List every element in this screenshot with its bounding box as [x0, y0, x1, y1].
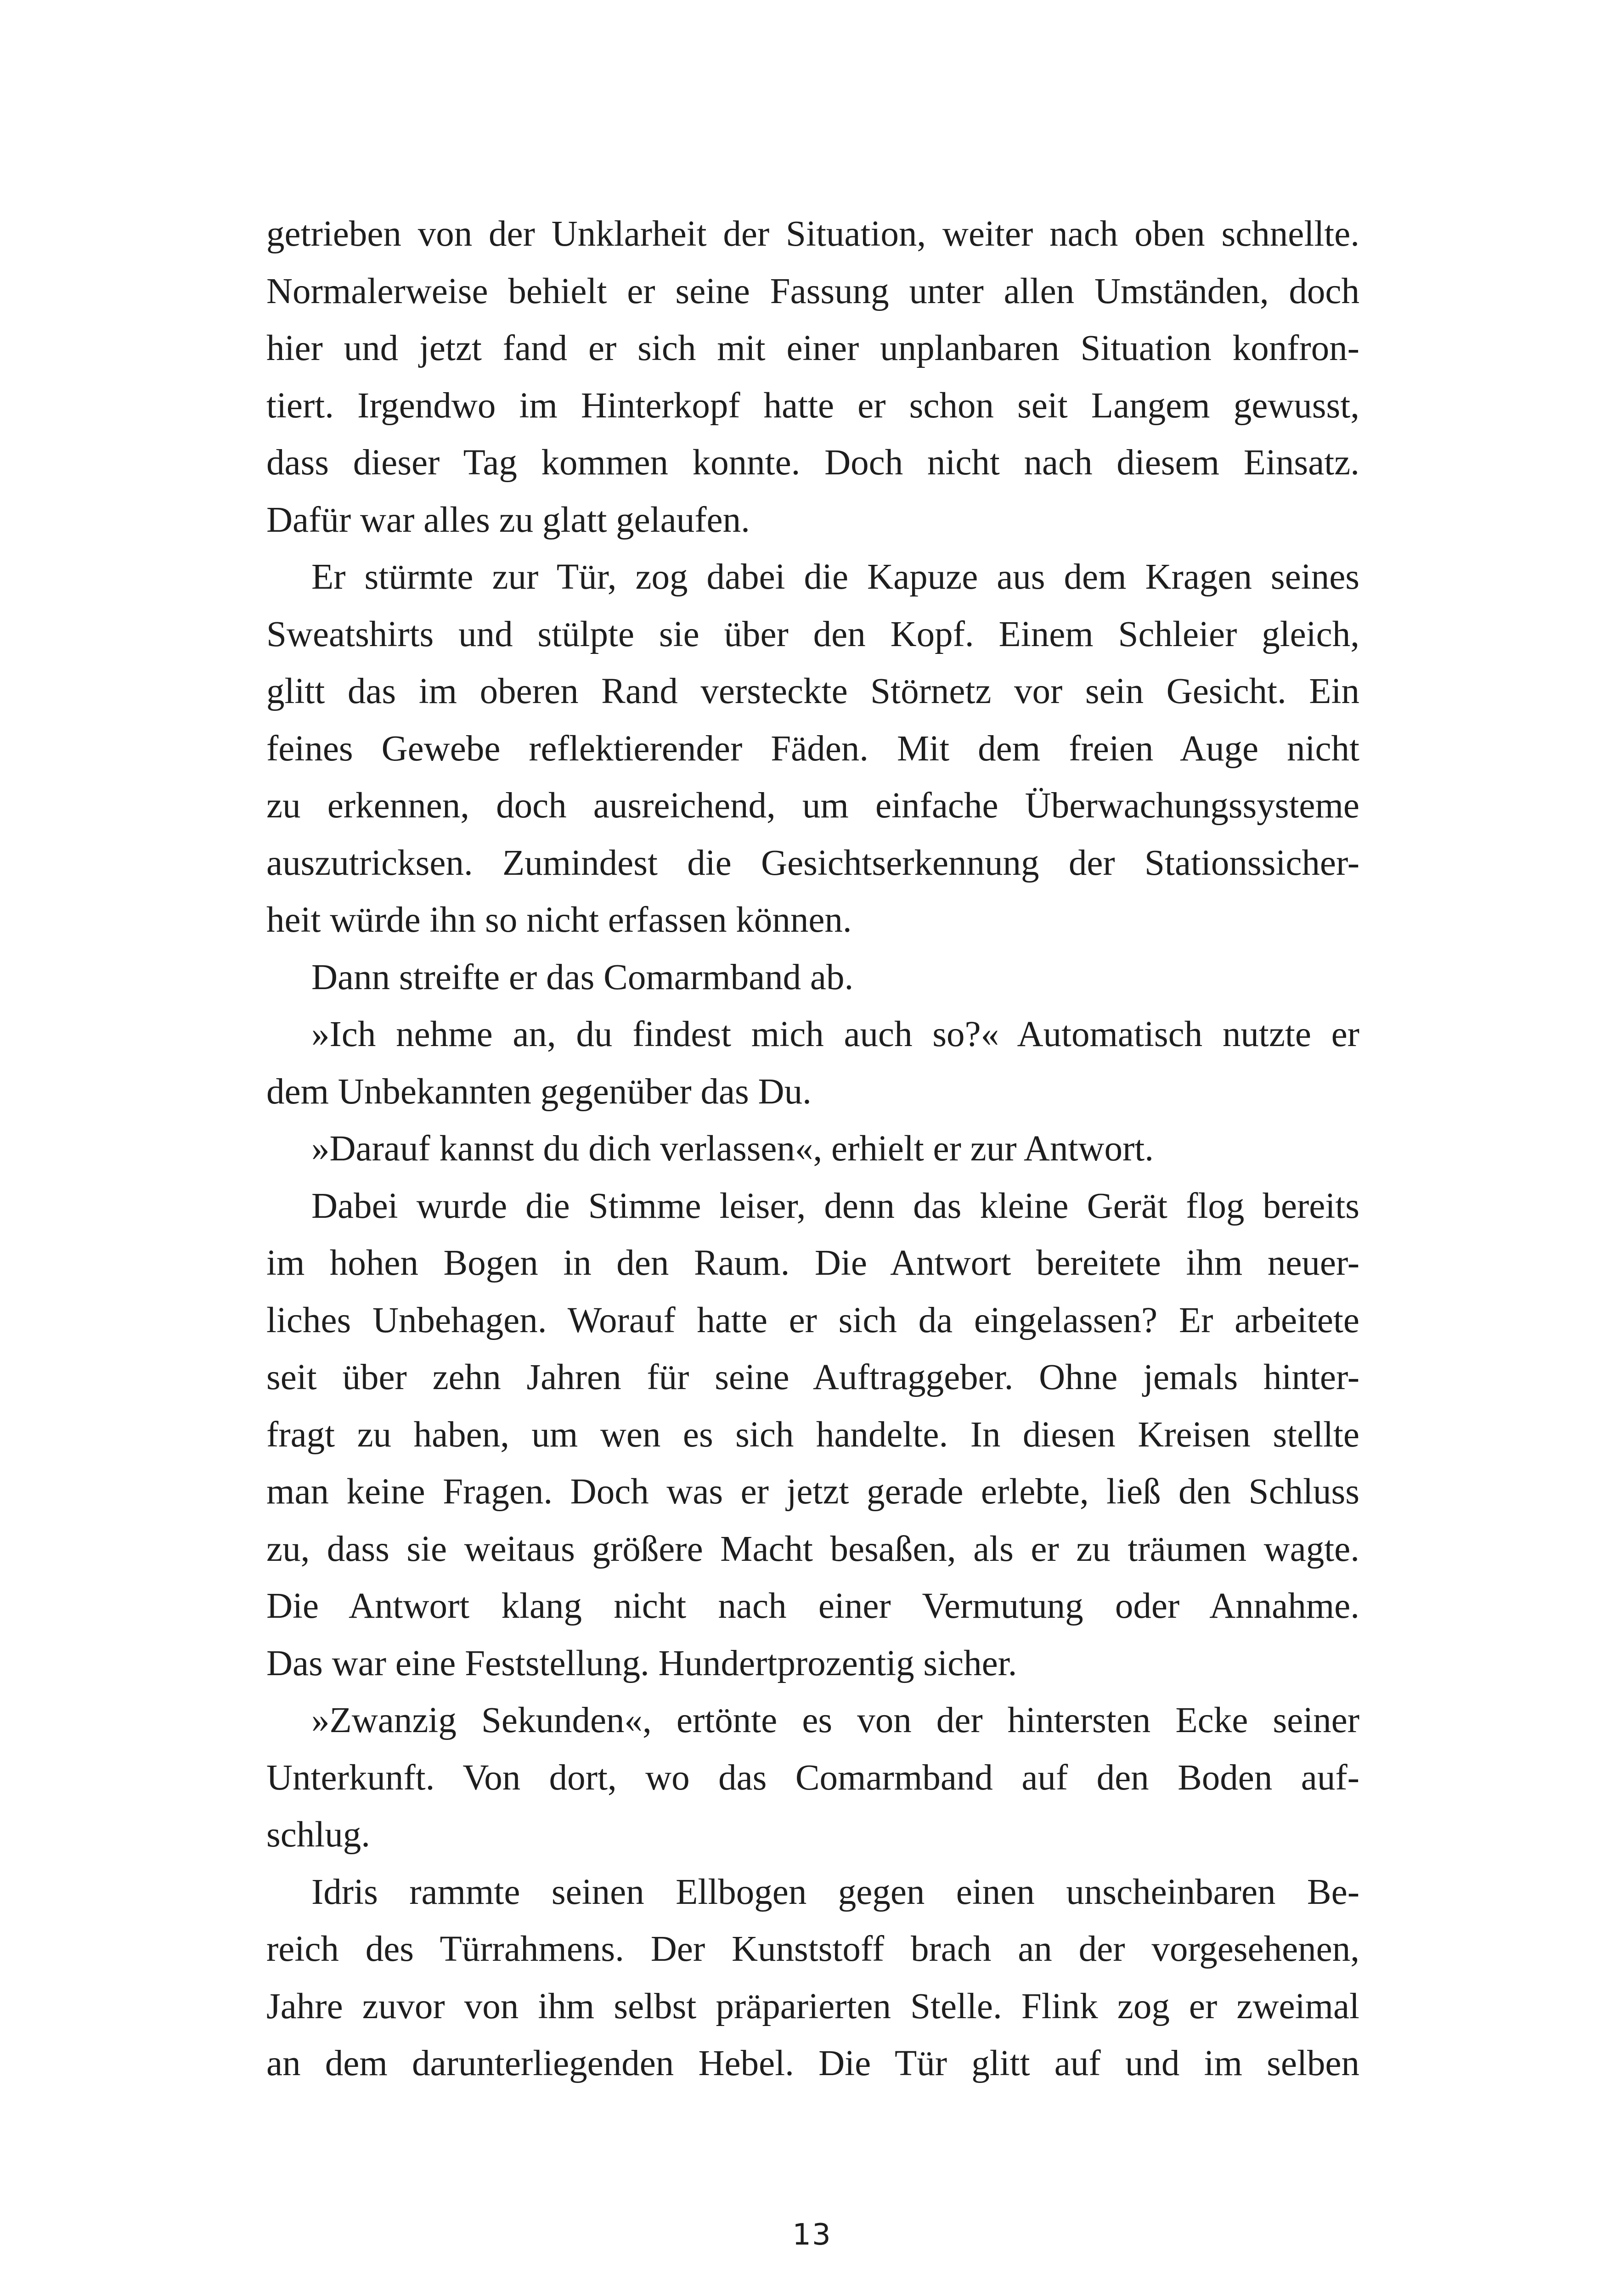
text-line: Sweatshirts und stülpte sie über den Kopf. Einem Schleier gleich, — [266, 614, 1359, 654]
text-line: hier und jetzt fand er sich mit einer unplanbaren Situation konfron- — [266, 328, 1359, 368]
text-line: seit über zehn Jahren für seine Auftraggeber. Ohne jemals hinter- — [266, 1357, 1359, 1397]
text-line: Idris rammte seinen Ellbogen gegen einen unscheinbaren Be- — [311, 1872, 1359, 1912]
text-line: Dabei wurde die Stimme leiser, denn das kleine Gerät flog bereits — [311, 1186, 1359, 1226]
text-line: reich des Türrahmens. Der Kunststoff brach an der vorgesehenen, — [266, 1929, 1359, 1969]
text-line: glitt das im oberen Rand versteckte Störnetz vor sein Gesicht. Ein — [266, 671, 1359, 711]
body-text — [266, 206, 1359, 2093]
text-line: auszutricksen. Zumindest die Gesichtserkennung der Stationssicher- — [266, 843, 1359, 883]
text-line: Normalerweise behielt er seine Fassung unter allen Umständen, doch — [266, 271, 1359, 311]
text-line: Er stürmte zur Tür, zog dabei die Kapuze aus dem Kragen seines — [311, 557, 1359, 597]
text-line: Dann streifte er das Comarmband ab. — [311, 957, 854, 997]
text-line: Das war eine Feststellung. Hundertprozentig sicher. — [266, 1643, 1017, 1683]
text-line: heit würde ihn so nicht erfassen können. — [266, 900, 852, 940]
page-number: 13 — [792, 2218, 832, 2252]
text-line: an dem darunterliegenden Hebel. Die Tür glitt auf und im selben — [266, 2043, 1359, 2083]
text-line: Jahre zuvor von ihm selbst präparierten Stelle. Flink zog er zweimal — [266, 1986, 1359, 2026]
text-line: »Ich nehme an, du findest mich auch so?« Automatisch nutzte er — [311, 1014, 1359, 1054]
text-line: »Darauf kannst du dich verlassen«, erhielt er zur Antwort. — [311, 1129, 1154, 1169]
text-line: Die Antwort klang nicht nach einer Vermutung oder Annahme. — [266, 1586, 1359, 1626]
text-line: feines Gewebe reflektierender Fäden. Mit dem freien Auge nicht — [266, 728, 1359, 769]
text-line: Dafür war alles zu glatt gelaufen. — [266, 500, 750, 540]
text-line: im hohen Bogen in den Raum. Die Antwort bereitete ihm neuer- — [266, 1243, 1359, 1283]
text-line: schlug. — [266, 1815, 371, 1855]
text-line: »Zwanzig Sekunden«, ertönte es von der hintersten Ecke seiner — [311, 1700, 1359, 1740]
text-line: dem Unbekannten gegenüber das Du. — [266, 1071, 812, 1112]
text-line: getrieben von der Unklarheit der Situation, weiter nach oben schnellte. — [266, 214, 1359, 254]
text-line: zu erkennen, doch ausreichend, um einfache Überwachungssysteme — [266, 786, 1359, 826]
text-line: zu, dass sie weitaus größere Macht besaßen, als er zu träumen wagte. — [266, 1529, 1359, 1569]
text-line: Unterkunft. Von dort, wo das Comarmband auf den Boden auf- — [266, 1757, 1359, 1798]
text-line: tiert. Irgendwo im Hinterkopf hatte er schon seit Langem gewusst, — [266, 385, 1359, 426]
text-line: fragt zu haben, um wen es sich handelte. In diesen Kreisen stellte — [266, 1414, 1359, 1455]
text-line: liches Unbehagen. Worauf hatte er sich da eingelassen? Er arbeitete — [266, 1300, 1359, 1340]
text-line: man keine Fragen. Doch was er jetzt gerade erlebte, ließ den Schluss — [266, 1472, 1359, 1512]
text-line: dass dieser Tag kommen konnte. Doch nicht nach diesem Einsatz. — [266, 443, 1359, 483]
